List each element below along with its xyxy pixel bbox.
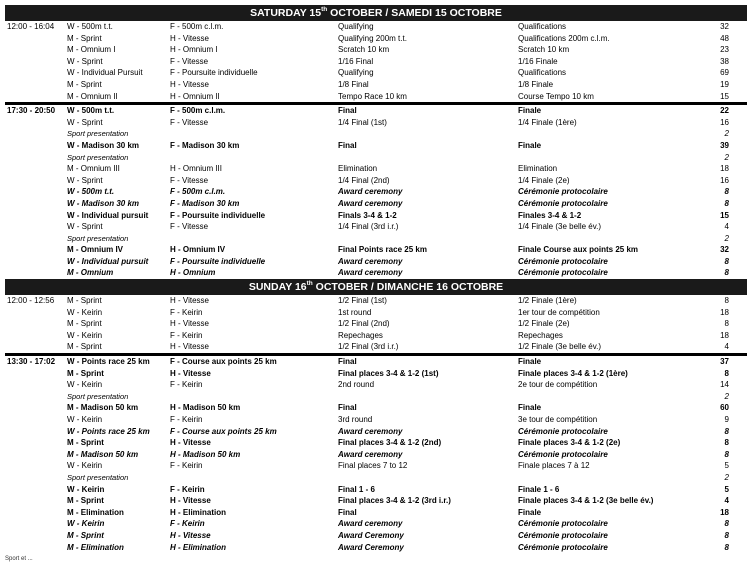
event-french: H - Madison 50 km xyxy=(170,449,241,459)
phase-english: Finals 3-4 & 1-2 xyxy=(338,210,397,220)
day-title: SUNDAY 16 xyxy=(248,281,307,294)
event-french: F - Vitesse xyxy=(170,222,209,232)
schedule-row xyxy=(5,186,747,198)
phase-english: Final xyxy=(338,140,357,150)
event-english: W - Keirin xyxy=(67,415,103,424)
event-english: W - Keirin xyxy=(67,461,103,471)
phase-english: Final places 3-4 & 1-2 (1st) xyxy=(338,368,439,378)
schedule-row xyxy=(5,318,747,330)
phase-english: Qualifying xyxy=(338,68,374,78)
phase-french: 1/2 Finale (1ère) xyxy=(518,296,577,306)
duration-minutes: 8 xyxy=(724,198,729,208)
schedule-row xyxy=(5,210,747,222)
phase-english: 3rd round xyxy=(338,415,373,424)
duration-minutes: 4 xyxy=(724,496,729,506)
event-english: W - Sprint xyxy=(67,175,103,185)
duration-minutes: 2 xyxy=(724,391,729,401)
duration-minutes: 8 xyxy=(724,426,729,436)
event-english: W - Sprint xyxy=(67,117,103,127)
schedule-row xyxy=(5,198,747,210)
phase-english: Award ceremony xyxy=(338,449,403,459)
event-english: M - Sprint xyxy=(67,368,104,378)
event-english: W - Madison 30 km xyxy=(67,140,140,150)
phase-english: Award ceremony xyxy=(338,256,403,266)
footer-note: Sport et ... xyxy=(5,556,33,562)
event-english: W - Keirin xyxy=(67,484,105,494)
event-french: F - Vitesse xyxy=(170,56,209,66)
phase-english: Award ceremony xyxy=(338,187,403,197)
phase-french: Finale xyxy=(518,403,542,413)
duration-minutes: 2 xyxy=(724,152,729,162)
schedule-row xyxy=(5,21,747,33)
phase-french: Finales 3-4 & 1-2 xyxy=(518,210,582,220)
duration-minutes: 5 xyxy=(724,484,729,494)
phase-english: Final Points race 25 km xyxy=(338,245,427,255)
schedule-row xyxy=(5,437,747,449)
presentation-row xyxy=(5,391,747,403)
duration-minutes: 15 xyxy=(720,91,729,101)
schedule-row xyxy=(5,449,747,461)
duration-minutes: 38 xyxy=(720,56,729,66)
phase-french: 1/8 Finale xyxy=(518,79,554,89)
phase-english: 1/4 Final (1st) xyxy=(338,117,387,127)
phase-english: 1/2 Final (2nd) xyxy=(338,319,390,329)
event-english: W - Keirin xyxy=(67,519,105,529)
duration-minutes: 2 xyxy=(724,233,729,243)
phase-french: Finale Course aux points 25 km xyxy=(518,245,639,255)
schedule-row xyxy=(5,140,747,152)
event-french: F - Poursuite individuelle xyxy=(170,68,258,78)
phase-english: Elimination xyxy=(338,164,378,174)
event-english: W - Individual pursuit xyxy=(67,256,149,266)
duration-minutes: 8 xyxy=(724,519,729,529)
event-english: W - Points race 25 km xyxy=(67,357,150,367)
duration-minutes: 37 xyxy=(720,357,729,367)
phase-english: Award Ceremony xyxy=(338,542,404,552)
event-french: H - Vitesse xyxy=(170,319,209,329)
event-french: H - Vitesse xyxy=(170,496,211,506)
phase-french: Finale 1 - 6 xyxy=(518,484,560,494)
event-french: F - Keirin xyxy=(170,519,205,529)
duration-minutes: 8 xyxy=(724,449,729,459)
phase-english: 1/2 Final (3rd i.r.) xyxy=(338,342,399,352)
phase-french: Finale places 3-4 & 1-2 (3e belle év.) xyxy=(518,496,654,506)
phase-english: 1/8 Final xyxy=(338,79,369,89)
schedule-row xyxy=(5,267,747,279)
phase-french: 1/16 Finale xyxy=(518,56,558,66)
schedule-row xyxy=(5,330,747,342)
schedule-row xyxy=(5,256,747,268)
duration-minutes: 8 xyxy=(724,296,729,306)
duration-minutes: 8 xyxy=(724,268,729,278)
day-title-rest: OCTOBER / SAMEDI 15 OCTOBRE xyxy=(327,7,502,19)
duration-minutes: 18 xyxy=(720,307,729,317)
phase-french: Course Tempo 10 km xyxy=(518,91,594,101)
phase-french: Cérémonie protocolaire xyxy=(518,449,608,459)
phase-english: Repechages xyxy=(338,330,383,340)
phase-english: Final xyxy=(338,106,357,116)
event-french: F - Madison 30 km xyxy=(170,198,240,208)
duration-minutes: 16 xyxy=(720,117,729,127)
phase-english: 1/16 Final xyxy=(338,56,374,66)
phase-english: 1st round xyxy=(338,307,372,317)
duration-minutes: 14 xyxy=(720,380,729,390)
schedule-row xyxy=(5,117,747,129)
event-english: W - 500m t.t. xyxy=(67,22,113,31)
event-french: F - Poursuite individuelle xyxy=(170,256,266,266)
phase-french: Cérémonie protocolaire xyxy=(518,198,608,208)
event-english: W - Points race 25 km xyxy=(67,426,150,436)
event-english: W - Madison 30 km xyxy=(67,198,140,208)
schedule-row xyxy=(5,354,747,368)
presentation-row xyxy=(5,233,747,245)
duration-minutes: 9 xyxy=(724,415,729,424)
event-english: Sport presentation xyxy=(67,472,129,482)
duration-minutes: 4 xyxy=(724,222,729,232)
session-time: 17:30 - 20:50 xyxy=(7,106,56,116)
schedule-row xyxy=(5,175,747,187)
duration-minutes: 18 xyxy=(720,330,729,340)
event-french: F - Course aux points 25 km xyxy=(170,357,277,367)
phase-english: Final xyxy=(338,507,357,517)
presentation-row xyxy=(5,152,747,164)
event-french: F - Keirin xyxy=(170,484,205,494)
phase-french: Cérémonie protocolaire xyxy=(518,519,608,529)
event-french: H - Madison 50 km xyxy=(170,403,241,413)
phase-french: 1er tour de compétition xyxy=(518,307,600,317)
day-ordinal-suffix: th xyxy=(321,6,328,13)
event-french: H - Vitesse xyxy=(170,342,209,352)
duration-minutes: 48 xyxy=(720,33,729,43)
phase-french: Elimination xyxy=(518,164,558,174)
event-english: W - 500m t.t. xyxy=(67,187,115,197)
event-english: M - Omnium I xyxy=(67,45,116,55)
phase-french: Finale xyxy=(518,140,542,150)
duration-minutes: 8 xyxy=(724,368,729,378)
duration-minutes: 15 xyxy=(720,210,729,220)
schedule-row xyxy=(5,518,747,530)
phase-english: Final places 7 to 12 xyxy=(338,461,408,471)
schedule-row xyxy=(5,79,747,91)
event-french: F - Keirin xyxy=(170,380,203,390)
event-english: M - Madison 50 km xyxy=(67,403,139,413)
phase-french: Cérémonie protocolaire xyxy=(518,530,608,540)
duration-minutes: 18 xyxy=(720,507,729,517)
phase-english: 1/2 Final (1st) xyxy=(338,296,387,306)
phase-french: Cérémonie protocolaire xyxy=(518,187,608,197)
duration-minutes: 22 xyxy=(720,106,729,116)
event-french: F - 500m c.l.m. xyxy=(170,106,226,116)
event-french: H - Omnium II xyxy=(170,91,220,101)
event-english: W - Individual pursuit xyxy=(67,210,149,220)
schedule-row xyxy=(5,379,747,391)
phase-english: Qualifying xyxy=(338,22,374,31)
schedule-row xyxy=(5,163,747,175)
phase-french: 1/4 Finale (2e) xyxy=(518,175,570,185)
event-french: F - Keirin xyxy=(170,461,203,471)
event-french: F - Keirin xyxy=(170,415,203,424)
presentation-row xyxy=(5,472,747,484)
schedule-row xyxy=(5,495,747,507)
phase-english: Final xyxy=(338,403,357,413)
event-english: W - Sprint xyxy=(67,56,103,66)
schedule-row xyxy=(5,221,747,233)
duration-minutes: 8 xyxy=(724,438,729,448)
day-title-rest: OCTOBER / DIMANCHE 16 OCTOBRE xyxy=(312,281,504,294)
event-french: F - Vitesse xyxy=(170,117,209,127)
event-english: M - Sprint xyxy=(67,496,104,506)
phase-english: Award ceremony xyxy=(338,198,403,208)
event-french: H - Omnium xyxy=(170,268,216,278)
schedule-sheet xyxy=(5,5,747,553)
schedule-row xyxy=(5,67,747,79)
event-french: H - Vitesse xyxy=(170,79,209,89)
presentation-row xyxy=(5,128,747,140)
phase-french: Scratch 10 km xyxy=(518,45,570,55)
session-time: 13:30 - 17:02 xyxy=(7,357,56,367)
event-french: F - Madison 30 km xyxy=(170,140,240,150)
event-english: W - Sprint xyxy=(67,222,103,232)
phase-french: Cérémonie protocolaire xyxy=(518,542,608,552)
event-french: F - Keirin xyxy=(170,330,203,340)
day-ordinal-suffix: th xyxy=(306,280,313,288)
schedule-row xyxy=(5,402,747,414)
duration-minutes: 23 xyxy=(720,45,729,55)
phase-french: Repechages xyxy=(518,330,563,340)
schedule-row xyxy=(5,426,747,438)
event-english: W - Keirin xyxy=(67,330,103,340)
phase-english: Final places 3-4 & 1-2 (3rd i.r.) xyxy=(338,496,451,506)
event-english: M - Sprint xyxy=(67,319,102,329)
phase-french: Qualifications xyxy=(518,68,567,78)
event-english: M - Sprint xyxy=(67,530,104,540)
session-time: 12:00 - 16:04 xyxy=(7,22,55,31)
event-french: H - Omnium I xyxy=(170,45,218,55)
phase-english: Final places 3-4 & 1-2 (2nd) xyxy=(338,438,442,448)
phase-french: 2e tour de compétition xyxy=(518,380,598,390)
duration-minutes: 32 xyxy=(720,245,729,255)
phase-french: 3e tour de compétition xyxy=(518,415,598,424)
event-english: W - Keirin xyxy=(67,380,103,390)
phase-french: Qualifications xyxy=(518,22,567,31)
event-english: M - Sprint xyxy=(67,438,104,448)
event-english: M - Sprint xyxy=(67,33,102,43)
event-english: M - Sprint xyxy=(67,342,102,352)
schedule-row xyxy=(5,368,747,380)
phase-english: 1/4 Final (3rd i.r.) xyxy=(338,222,399,232)
event-english: Sport presentation xyxy=(67,233,129,243)
schedule-row xyxy=(5,507,747,519)
event-french: H - Vitesse xyxy=(170,530,211,540)
schedule-row xyxy=(5,341,747,354)
duration-minutes: 39 xyxy=(720,140,729,150)
phase-french: 1/2 Finale (3e belle év.) xyxy=(518,342,602,352)
event-french: F - Course aux points 25 km xyxy=(170,426,277,436)
duration-minutes: 8 xyxy=(724,530,729,540)
phase-english: Final 1 - 6 xyxy=(338,484,375,494)
phase-french: Finale places 3-4 & 1-2 (2e) xyxy=(518,438,621,448)
duration-minutes: 2 xyxy=(724,129,729,139)
event-french: H - Vitesse xyxy=(170,368,211,378)
event-french: H - Vitesse xyxy=(170,438,211,448)
event-english: M - Elimination xyxy=(67,507,124,517)
event-french: H - Elimination xyxy=(170,542,226,552)
event-english: M - Madison 50 km xyxy=(67,449,139,459)
phase-english: Final xyxy=(338,357,357,367)
duration-minutes: 8 xyxy=(724,256,729,266)
schedule-row xyxy=(5,460,747,472)
duration-minutes: 32 xyxy=(720,22,729,31)
phase-english: Scratch 10 km xyxy=(338,45,390,55)
day-header xyxy=(5,279,747,295)
event-english: M - Sprint xyxy=(67,79,102,89)
phase-english: Award ceremony xyxy=(338,519,403,529)
phase-french: Cérémonie protocolaire xyxy=(518,256,608,266)
phase-english: Award ceremony xyxy=(338,268,403,278)
phase-english: Qualifying 200m t.t. xyxy=(338,33,407,43)
event-french: H - Elimination xyxy=(170,507,226,517)
duration-minutes: 18 xyxy=(720,164,729,174)
schedule-row xyxy=(5,414,747,426)
schedule-row xyxy=(5,295,747,307)
phase-french: Cérémonie protocolaire xyxy=(518,268,608,278)
day-header xyxy=(5,5,747,21)
phase-french: Finale xyxy=(518,106,542,116)
duration-minutes: 8 xyxy=(724,542,729,552)
schedule-row xyxy=(5,56,747,68)
phase-english: Award ceremony xyxy=(338,426,403,436)
schedule-row xyxy=(5,44,747,56)
duration-minutes: 69 xyxy=(720,68,729,78)
event-english: M - Omnium II xyxy=(67,91,118,101)
duration-minutes: 8 xyxy=(724,187,729,197)
event-english: M - Elimination xyxy=(67,542,124,552)
duration-minutes: 16 xyxy=(720,175,729,185)
event-french: F - 500m c.l.m. xyxy=(170,22,224,31)
event-french: H - Omnium III xyxy=(170,164,223,174)
duration-minutes: 19 xyxy=(720,79,729,89)
schedule-row xyxy=(5,307,747,319)
event-french: F - Keirin xyxy=(170,307,203,317)
schedule-row xyxy=(5,103,747,117)
duration-minutes: 60 xyxy=(720,403,729,413)
event-english: Sport presentation xyxy=(67,152,129,162)
phase-french: 1/4 Finale (3e belle év.) xyxy=(518,222,602,232)
phase-french: Cérémonie protocolaire xyxy=(518,426,608,436)
event-english: Sport presentation xyxy=(67,391,129,401)
schedule-row xyxy=(5,91,747,104)
event-french: H - Omnium IV xyxy=(170,245,226,255)
phase-french: Finale places 7 à 12 xyxy=(518,461,590,471)
phase-french: Qualifications 200m c.l.m. xyxy=(518,33,610,43)
duration-minutes: 5 xyxy=(724,461,729,471)
event-french: F - 500m c.l.m. xyxy=(170,187,226,197)
session-time: 12:00 - 12:56 xyxy=(7,296,55,306)
schedule-row xyxy=(5,542,747,554)
phase-english: 1/4 Final (2nd) xyxy=(338,175,390,185)
event-english: M - Omnium III xyxy=(67,164,120,174)
phase-french: Finale xyxy=(518,507,542,517)
event-english: W - 500m t.t. xyxy=(67,106,115,116)
phase-french: Finale places 3-4 & 1-2 (1ère) xyxy=(518,368,628,378)
phase-french: 1/4 Finale (1ère) xyxy=(518,117,577,127)
phase-english: Award Ceremony xyxy=(338,530,404,540)
schedule-row xyxy=(5,33,747,45)
event-english: W - Individual Pursuit xyxy=(67,68,143,78)
event-english: W - Keirin xyxy=(67,307,103,317)
event-english: M - Omnium IV xyxy=(67,245,123,255)
duration-minutes: 8 xyxy=(724,319,729,329)
event-french: H - Vitesse xyxy=(170,33,209,43)
phase-english: 2nd round xyxy=(338,380,375,390)
duration-minutes: 4 xyxy=(724,342,729,352)
event-english: M - Omnium xyxy=(67,268,114,278)
event-french: H - Vitesse xyxy=(170,296,209,306)
duration-minutes: 2 xyxy=(724,472,729,482)
event-english: M - Sprint xyxy=(67,296,102,306)
day-title: SATURDAY 15 xyxy=(250,7,322,19)
event-french: F - Poursuite individuelle xyxy=(170,210,266,220)
schedule-row xyxy=(5,530,747,542)
phase-french: Finale xyxy=(518,357,542,367)
event-french: F - Vitesse xyxy=(170,175,209,185)
phase-english: Tempo Race 10 km xyxy=(338,91,407,101)
event-english: Sport presentation xyxy=(67,129,129,139)
phase-french: 1/2 Finale (2e) xyxy=(518,319,570,329)
schedule-row xyxy=(5,244,747,256)
schedule-row xyxy=(5,484,747,496)
